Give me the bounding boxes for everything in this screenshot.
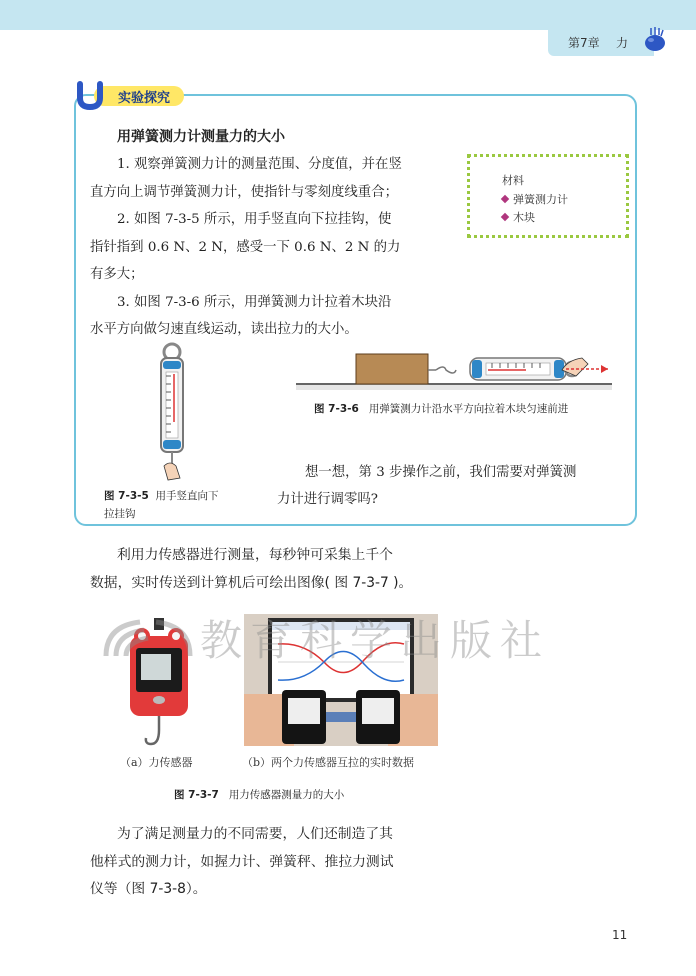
think-line1: 想一想，第 3 步操作之前，我们需要对弹簧测 — [305, 465, 577, 480]
step3-line1: 3. 如图 7-3-6 所示，用弹簧测力计拉着木块沿 — [117, 295, 392, 310]
fig-7-3-7-caption: 图 7-3-7 用力传感器测量力的大小 — [174, 789, 345, 801]
watermark: 教育科学出版社 — [200, 616, 551, 665]
horizontal-pull-illustration — [296, 346, 612, 390]
page-number: 11 — [612, 928, 628, 942]
step2-line1: 2. 如图 7-3-5 所示，用手竖直向下拉挂钩，使 — [117, 212, 392, 227]
step2-line3: 有多大； — [90, 267, 144, 282]
para1-line2: 数据，实时传送到计算机后可绘出图像( 图 7-3-7 )。 — [90, 575, 413, 591]
materials-title: 材料 — [502, 174, 524, 187]
fig-7-3-5-caption: 图 7-3-5 用手竖直向下 — [104, 490, 219, 502]
step1-line2: 直方向上调节弹簧测力计，使指针与零刻度线重合； — [90, 185, 398, 200]
top-band — [0, 0, 696, 30]
experiment-heading: 用弹簧测力计测量力的大小 — [117, 129, 285, 145]
materials-item: 弹簧测力计 — [502, 191, 568, 207]
apple-icon — [640, 26, 670, 52]
experiment-badge-label: 实验探究 — [118, 91, 171, 106]
think-line2: 力计进行调零吗? — [277, 492, 378, 507]
diamond-icon — [501, 213, 509, 221]
chapter-tab — [548, 30, 654, 56]
diamond-icon — [501, 195, 509, 203]
chapter-label: 第7章 — [568, 36, 600, 50]
experiment-u-icon — [74, 80, 110, 110]
fig-7-3-5-caption-line2: 拉挂钩 — [104, 508, 136, 520]
para1-line1: 利用力传感器进行测量，每秒钟可采集上千个 — [117, 547, 393, 563]
step3-line2: 水平方向做匀速直线运动，读出拉力的大小。 — [90, 322, 358, 337]
para2-line2: 他样式的测力计，如握力计、弹簧秤、推拉力测试 — [90, 854, 394, 870]
publisher-logo-icon — [96, 612, 196, 666]
step1-line1: 1. 观察弹簧测力计的测量范围、分度值，并在竖 — [117, 157, 402, 172]
para2-line3: 仪等（图 7-3-8）。 — [90, 881, 207, 897]
chapter-title: 力 — [616, 36, 629, 50]
fig-7-3-6-caption: 图 7-3-6 用弹簧测力计沿水平方向拉着木块匀速前进 — [314, 403, 569, 415]
fig-7-3-7-subcaption-b: （b）两个力传感器互拉的实时数据 — [242, 756, 415, 769]
step2-line2: 指针指到 0.6 N、2 N，感受一下 0.6 N、2 N 的力 — [90, 240, 401, 255]
materials-item: 木块 — [502, 209, 535, 225]
para2-line1: 为了满足测量力的不同需要，人们还制造了其 — [117, 826, 393, 842]
vertical-spring-scale-illustration — [150, 342, 195, 482]
fig-7-3-7-subcaption-a: （a）力传感器 — [120, 756, 193, 769]
